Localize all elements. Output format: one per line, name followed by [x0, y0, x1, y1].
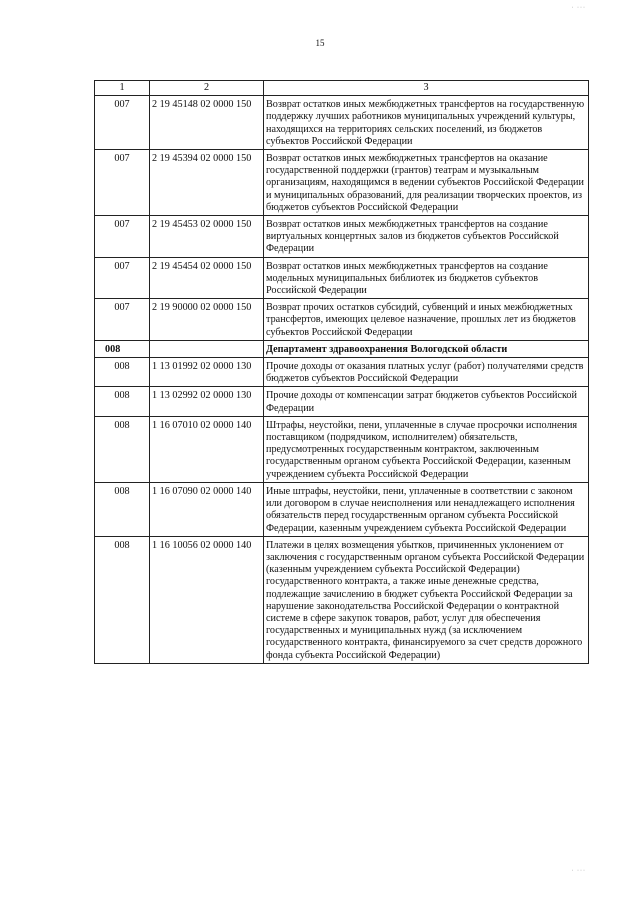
row-description: Возврат остатков иных межбюджетных трансфертов на создание виртуальных концертных залов из бюджетов субъектов Российской Федерации — [264, 216, 589, 258]
row-description: Штрафы, неустойки, пени, уплаченные в случае просрочки исполнения поставщиком (подрядчиком, исполнителем) обязательств, предусмотренных государственным контрактом, заключенным государственным органом субъекта Российской Федерации, казенным учреждением субъекта Российской Федерации — [264, 416, 589, 482]
row-description: Возврат остатков иных межбюджетных трансфертов на государственную поддержку лучших работников муниципальных учреждений культуры, находящихся на территориях сельских поселений, из бюджетов субъектов Российской Федерации — [264, 96, 589, 150]
header-col-1: 1 — [95, 81, 150, 96]
row-admin-code: 008 — [95, 358, 150, 387]
table-header-row — [95, 81, 589, 96]
row-description: Платежи в целях возмещения убытков, причиненных уклонением от заключения с государственным органом субъекта Российской Федерации (казенным учреждением субъекта Российской Федерации) государственного контракта, а также иные денежные средства, подлежащие зачислению в бюджет субъекта Российской Федерации за нарушение законодательства Российской Федерации о контрактной системе в сфере закупок товаров, работ, услуг для обеспечения государственных и муниципальных нужд (за исключением государственного контракта, финансируемого за счет средств дорожного фонда субъекта Российской Федерации) — [264, 536, 589, 663]
row-admin-code: 007 — [95, 299, 150, 341]
row-admin-code: 008 — [95, 416, 150, 482]
row-admin-code: 007 — [95, 96, 150, 150]
row-budget-classification-code: 2 19 45394 02 0000 150 — [150, 150, 264, 216]
table-row — [95, 96, 589, 150]
table-row — [95, 358, 589, 387]
header-col-3: 3 — [264, 81, 589, 96]
row-budget-classification-code: 2 19 90000 02 0000 150 — [150, 299, 264, 341]
table-row — [95, 536, 589, 663]
row-budget-classification-code: 2 19 45453 02 0000 150 — [150, 216, 264, 258]
table-row — [95, 387, 589, 416]
row-budget-classification-code: 1 13 01992 02 0000 130 — [150, 358, 264, 387]
header-col-2: 2 — [150, 81, 264, 96]
row-admin-code: 007 — [95, 216, 150, 258]
row-budget-classification-code: 1 13 02992 02 0000 130 — [150, 387, 264, 416]
row-description: Прочие доходы от компенсации затрат бюджетов субъектов Российской Федерации — [264, 387, 589, 416]
row-budget-classification-code — [150, 340, 264, 357]
row-budget-classification-code: 1 16 07010 02 0000 140 — [150, 416, 264, 482]
table-row — [95, 299, 589, 341]
row-budget-classification-code: 1 16 10056 02 0000 140 — [150, 536, 264, 663]
table-row — [95, 416, 589, 482]
row-admin-code: 008 — [95, 387, 150, 416]
budget-codes-table — [94, 80, 589, 664]
row-budget-classification-code: 2 19 45148 02 0000 150 — [150, 96, 264, 150]
scan-mark-top: · ··· — [571, 5, 586, 11]
row-description: Возврат прочих остатков субсидий, субвенций и иных межбюджетных трансфертов, имеющих целевое назначение, прошлых лет из бюджетов субъектов Российской Федерации — [264, 299, 589, 341]
row-admin-code: 007 — [95, 257, 150, 299]
row-admin-code: 007 — [95, 150, 150, 216]
row-description: Возврат остатков иных межбюджетных трансфертов на создание модельных муниципальных библиотек из бюджетов субъектов Российской Федерации — [264, 257, 589, 299]
page-number: 15 — [315, 38, 325, 48]
row-admin-code: 008 — [95, 482, 150, 536]
table-row — [95, 216, 589, 258]
table-row — [95, 482, 589, 536]
row-description: Возврат остатков иных межбюджетных трансфертов на оказание государственной поддержки (грантов) театрам и музыкальным организациям, находящимся в ведении субъектов Российской Федерации и муниципальных образований, для реализации творческих проектов, из бюджетов субъектов Российской Федерации — [264, 150, 589, 216]
table-row-department — [95, 340, 589, 357]
row-budget-classification-code: 1 16 07090 02 0000 140 — [150, 482, 264, 536]
row-budget-classification-code: 2 19 45454 02 0000 150 — [150, 257, 264, 299]
row-description: Прочие доходы от оказания платных услуг (работ) получателями средств бюджетов субъектов Российской Федерации — [264, 358, 589, 387]
row-admin-code: 008 — [95, 340, 150, 357]
row-description: Департамент здравоохранения Вологодской области — [264, 340, 589, 357]
table-row — [95, 257, 589, 299]
row-description: Иные штрафы, неустойки, пени, уплаченные в соответствии с законом или договором в случае неисполнения или ненадлежащего исполнения обязательств перед государственным органом субъекта Российской Федерации, казенным учреждением субъекта Российской Федерации — [264, 482, 589, 536]
row-admin-code: 008 — [95, 536, 150, 663]
table-row — [95, 150, 589, 216]
scan-mark-bottom: · ··· — [571, 868, 586, 874]
